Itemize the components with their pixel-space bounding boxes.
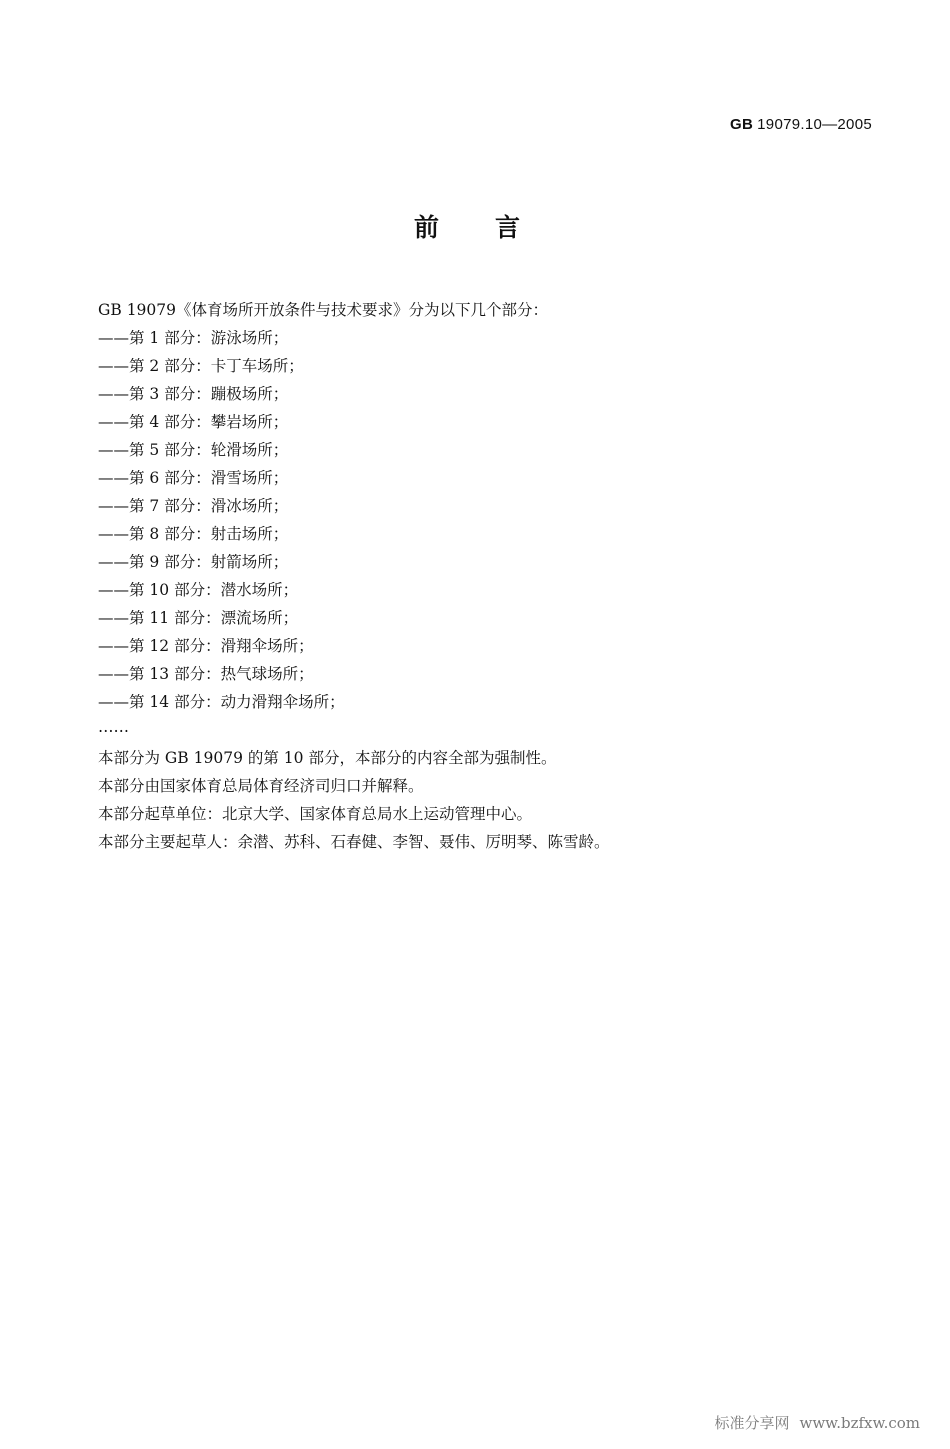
list-item: ——第 7 部分：滑冰场所； bbox=[98, 497, 289, 515]
list-item: ——第 14 部分：动力滑翔伞场所； bbox=[98, 693, 345, 711]
list-item: ——第 5 部分：轮滑场所； bbox=[98, 441, 289, 459]
parts-list bbox=[98, 324, 878, 716]
watermark-site-url: www.bzfxw.com bbox=[799, 1414, 920, 1432]
watermark-site-name: 标准分享网 bbox=[714, 1414, 790, 1432]
page-title-char-2: 言 bbox=[495, 213, 521, 242]
document-code bbox=[730, 116, 872, 133]
list-item: ——第 12 部分：滑翔伞场所； bbox=[98, 637, 314, 655]
page-title-char-1: 前 bbox=[413, 213, 439, 242]
list-item: ——第 9 部分：射箭场所； bbox=[98, 553, 289, 571]
list-item: ——第 4 部分：攀岩场所； bbox=[98, 413, 289, 431]
list-item: ——第 6 部分：滑雪场所； bbox=[98, 469, 289, 487]
page-title bbox=[0, 208, 934, 244]
list-item: ——第 13 部分：热气球场所； bbox=[98, 665, 314, 683]
paragraph-part-number: 本部分为 GB 19079 的第 10 部分，本部分的内容全部为强制性。 bbox=[98, 749, 557, 767]
site-watermark bbox=[714, 1412, 920, 1433]
list-item: ——第 2 部分：卡丁车场所； bbox=[98, 357, 304, 375]
list-item: ——第 10 部分：潜水场所； bbox=[98, 581, 299, 599]
list-ellipsis: …… bbox=[98, 718, 129, 736]
foreword-body bbox=[98, 296, 878, 856]
paragraph-drafters: 本部分主要起草人：余潜、苏科、石春健、李智、聂伟、厉明琴、陈雪龄。 bbox=[98, 833, 610, 851]
document-code-number: 19079.10—2005 bbox=[757, 116, 872, 133]
list-item: ——第 11 部分：漂流场所； bbox=[98, 609, 299, 627]
paragraph-responsible-body: 本部分由国家体育总局体育经济司归口并解释。 bbox=[98, 777, 424, 795]
list-item: ——第 3 部分：蹦极场所； bbox=[98, 385, 289, 403]
intro-line: GB 19079《体育场所开放条件与技术要求》分为以下几个部分： bbox=[98, 301, 549, 319]
paragraph-drafting-units: 本部分起草单位：北京大学、国家体育总局水上运动管理中心。 bbox=[98, 805, 533, 823]
list-item: ——第 1 部分：游泳场所； bbox=[98, 329, 289, 347]
document-code-prefix: GB bbox=[730, 116, 754, 133]
list-item: ——第 8 部分：射击场所； bbox=[98, 525, 289, 543]
